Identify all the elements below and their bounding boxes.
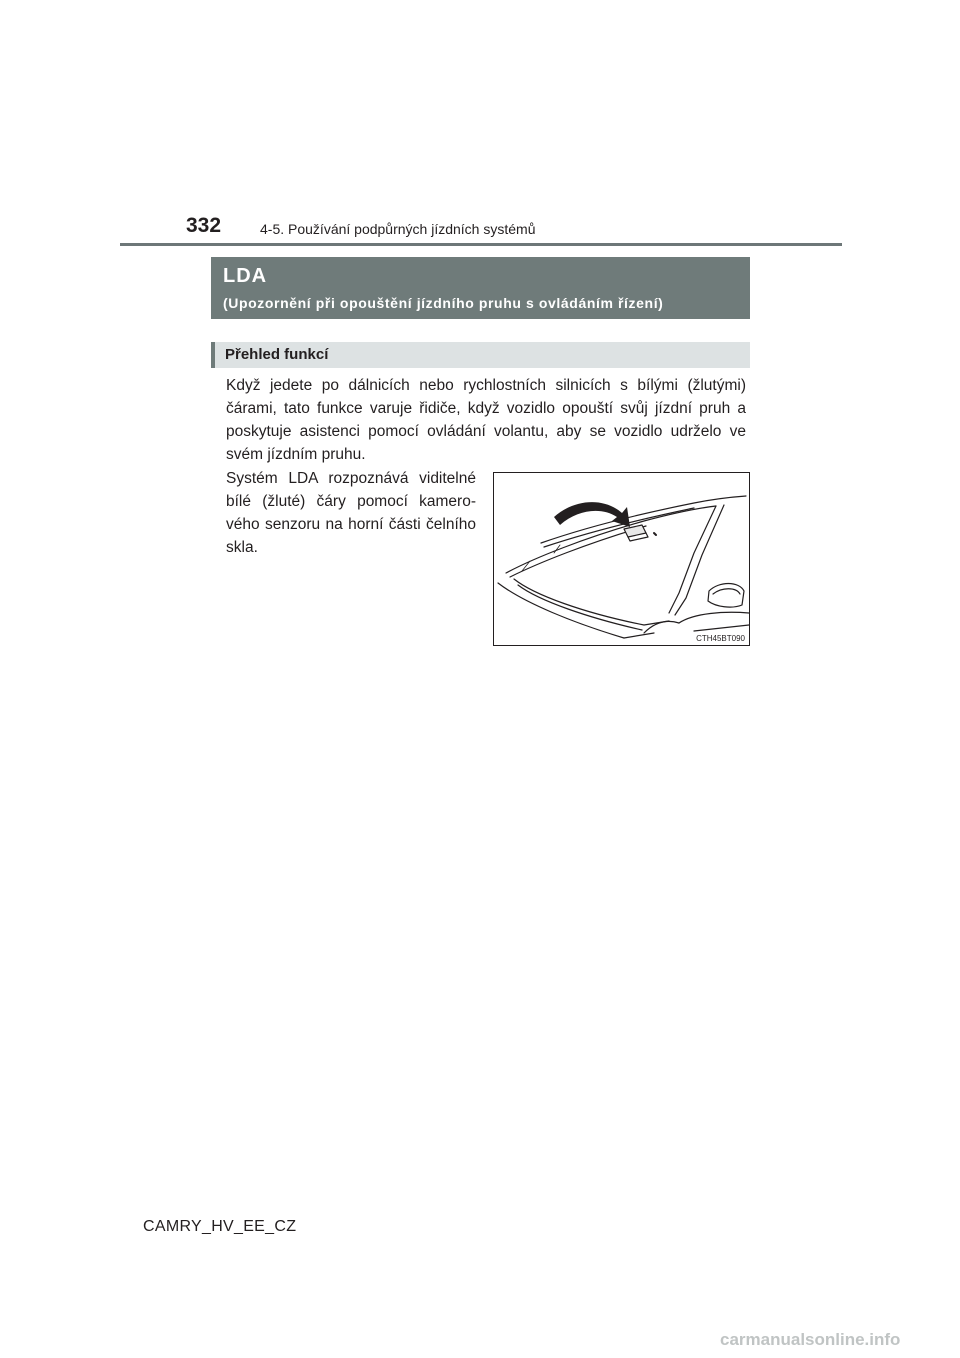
header-divider bbox=[120, 243, 842, 246]
watermark: carmanualsonline.info bbox=[720, 1330, 901, 1349]
page-title: LDA bbox=[223, 265, 268, 287]
windshield-camera-illustration bbox=[494, 473, 749, 645]
footer-model-code: CAMRY_HV_EE_CZ bbox=[143, 1218, 297, 1235]
title-banner bbox=[211, 257, 750, 319]
camera-paragraph: Systém LDA rozpoznává viditelné bílé (žluté) čáry pomocí kamerového senzoru na horní části čelního skla. bbox=[226, 470, 476, 556]
figure-code: CTH45BT090 bbox=[696, 634, 745, 643]
section-header: 4-5. Používání podpůrných jízdních systémů bbox=[260, 221, 536, 237]
page-subtitle: (Upozornění při opouštění jízdního pruhu s ovládáním řízení) bbox=[223, 295, 664, 311]
subheading: Přehled funkcí bbox=[211, 342, 750, 368]
page-number: 332 bbox=[186, 214, 222, 237]
intro-paragraph: Když jedete po dálnicích nebo rychlostních silnicích s bílými (žlutými) čárami, tato funkce varuje řidiče, když vozidlo opouští svůj jízdní pruh a poskytuje asistenci pomocí ovládání volantu, aby se vozidlo udrželo ve svém jízdním pruhu. bbox=[226, 377, 746, 463]
windshield-figure bbox=[493, 472, 750, 646]
